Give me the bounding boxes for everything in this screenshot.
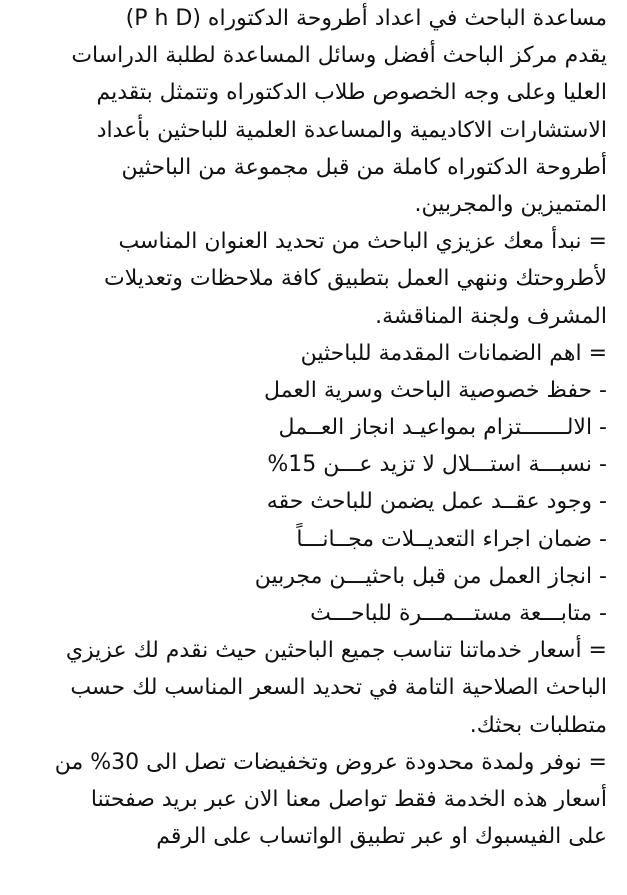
start-paragraph-line-1: = نبدأ معك عزيزي الباحث من تحديد العنوان المناسب bbox=[118, 229, 607, 255]
intro-line-1: يقدم مركز الباحث أفضل وسائل المساعدة لطلبة الدراسات bbox=[71, 43, 607, 69]
start-paragraph-line-3: المشرف ولجنة المناقشة. bbox=[375, 303, 607, 329]
guarantee-item-free-edits: - ضمان اجراء التعديــلات مجــانـــاً bbox=[296, 526, 607, 552]
offer-paragraph-line-2: أسعار هذه الخدمة فقط تواصل معنا الان عبر بريد صفحتنا bbox=[90, 786, 607, 812]
guarantee-item-deadlines: - الالـــــــتزام بمواعيـد انجاز العــمل bbox=[278, 415, 607, 441]
pricing-paragraph-line-1: = أسعار خدماتنا تناسب جميع الباحثين حيث نقدم لك عزيزي bbox=[65, 638, 607, 664]
intro-line-5: المتميزين والمجربين. bbox=[414, 191, 607, 217]
guarantees-heading: = اهم الضمانات المقدمة للباحثين bbox=[300, 340, 607, 366]
guarantee-item-followup: - متابـــعة مستـــمـــرة للباحـــث bbox=[310, 601, 607, 626]
guarantee-item-privacy: - حفظ خصوصية الباحث وسرية العمل bbox=[264, 377, 607, 403]
offer-paragraph-line-3: على الفيسبوك او عبر تطبيق الواتساب على الرقم bbox=[156, 824, 607, 850]
intro-line-3: الاستشارات الاكاديمية والمساعدة العلمية للباحثين بأعداد bbox=[96, 117, 607, 143]
guarantee-item-experienced: - انجاز العمل من قبل باحثيـــن مجربين bbox=[254, 563, 607, 589]
document-title: مساعدة الباحث في اعداد أطروحة الدكتوراه (P h D) bbox=[125, 6, 607, 31]
start-paragraph-line-2: لأطروحتك وننهي العمل بتطبيق كافة ملاحظات وتعديلات bbox=[104, 266, 607, 292]
guarantee-item-plagiarism: - نسبـــة استـــلال لا تزيد عـــن 15% bbox=[267, 452, 607, 478]
offer-paragraph-line-1: = نوفر ولمدة محدودة عروض وتخفيضات تصل الى 30% من bbox=[54, 749, 607, 775]
intro-line-2: العليا وعلى وجه الخصوص طلاب الدكتوراه وتتمثل بتقديم bbox=[96, 80, 607, 106]
pricing-paragraph-line-3: متطلبات بحثك. bbox=[469, 712, 607, 738]
guarantee-item-contract: - وجود عقــد عمل يضمن للباحث حقه bbox=[266, 489, 607, 515]
pricing-paragraph-line-2: الباحث الصلاحية التامة في تحديد السعر المناسب لك حسب bbox=[70, 675, 607, 701]
intro-line-4: أطروحة الدكتوراه كاملة من قبل مجموعة من الباحثين bbox=[121, 154, 607, 180]
